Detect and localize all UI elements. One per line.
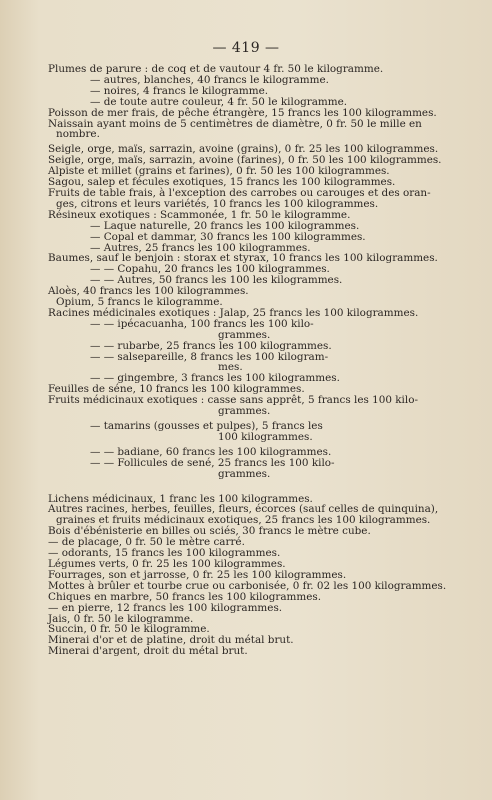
text-line: Seigle, orge, maïs, sarrazin, avoine (grains), 0 fr. 25 les 100 kilogrammes. (48, 143, 439, 156)
text-line: Résineux exotiques : Scammonée, 1 fr. 50 le kilogramme. (48, 208, 351, 221)
text-line: Mottes à brûler et tourbe crue ou carbonisée, 0 fr. 02 les 100 kilogrammes. (48, 579, 447, 592)
text-line: Baumes, sauf le benjoin : storax et styrax, 10 francs les 100 kilogrammes. (48, 252, 438, 265)
text-line: — noires, 4 francs le kilogramme. (90, 84, 269, 97)
text-line: Minerai d'or et de platine, droit du métal brut. (48, 634, 294, 647)
text-line: nombre. (56, 128, 100, 141)
text-line: grammes. (218, 467, 271, 480)
text-line: — — gingembre, 3 francs les 100 kilogrammes. (90, 372, 340, 385)
text-line: Aloès, 40 francs les 100 kilogrammes. (48, 285, 249, 298)
text-line: — Copal et dammar, 30 francs les 100 kilogrammes. (90, 230, 366, 243)
text-line: Poisson de mer frais, de pêche étrangère, 15 francs les 100 kilogrammes. (48, 106, 437, 119)
text-line: Fourrages, son et jarrosse, 0 fr. 25 les 100 kilogrammes. (48, 568, 347, 581)
text-line: — en pierre, 12 francs les 100 kilogrammes. (48, 601, 283, 614)
text-line: Opium, 5 francs le kilogramme. (56, 296, 223, 309)
text-line: mes. (218, 361, 243, 374)
text-line: Lichens médicinaux, 1 franc les 100 kilogrammes. (48, 492, 313, 505)
text-line: Sagou, salep et fécules exotiques, 15 francs les 100 kilogrammes. (48, 176, 396, 189)
text-line: — — salsepareille, 8 francs les 100 kilogram- (90, 350, 329, 363)
text-line: Minerai d'argent, droit du métal brut. (48, 645, 248, 658)
text-line: Naissain ayant moins de 5 centimètres de diamètre, 0 fr. 50 le mille en (48, 117, 422, 130)
text-line: — — ipécacuanha, 100 francs les 100 kilo- (90, 317, 314, 330)
text-line: Autres racines, herbes, feuilles, fleurs, écorces (sauf celles de quinquina), (48, 503, 439, 516)
text-line: Seigle, orge, maïs, sarrazin, avoine (farines), 0 fr. 50 les 100 kilogrammes. (48, 154, 442, 167)
text-line: — autres, blanches, 40 francs le kilogramme. (90, 73, 329, 86)
text-line: Jais, 0 fr. 50 le kilogramme. (48, 612, 194, 625)
text-line: graines et fruits médicinaux exotiques, 25 francs les 100 kilogrammes. (56, 514, 431, 527)
text-line: Racines médicinales exotiques : Jalap, 25 francs les 100 kilogrammes. (48, 306, 419, 319)
text-line: Fruits médicinaux exotiques : casse sans apprêt, 5 francs les 100 kilo- (48, 394, 418, 407)
text-line: — tamarins (gousses et pulpes), 5 francs les (90, 420, 323, 432)
text-line: — Laque naturelle, 20 francs les 100 kilogrammes. (90, 219, 360, 232)
text-line: — Autres, 25 francs les 100 kilogrammes. (90, 241, 311, 254)
text-line: — de placage, 0 fr. 50 le mètre carré. (48, 536, 245, 549)
text-line: Plumes de parure : de coq et de vautour 4 fr. 50 le kilogramme. (48, 63, 384, 75)
text-line: ges, citrons et leurs variétés, 10 francs les 100 kilogrammes. (56, 197, 379, 210)
tariff-text-block (48, 64, 468, 657)
text-line: — — badiane, 60 francs les 100 kilogrammes. (90, 445, 332, 458)
text-line: — de toute autre couleur, 4 fr. 50 le kilogramme. (90, 95, 348, 108)
text-line: Chiques en marbre, 50 francs les 100 kilogrammes. (48, 590, 322, 603)
text-line: Fruits de table frais, à l'exception des carrobes ou carouges et des oran- (48, 186, 431, 199)
text-line: Feuilles de séne, 10 francs les 100 kilogrammes. (48, 383, 305, 396)
page-number: — 419 — (212, 40, 280, 56)
text-line: Bois d'ébénisterie en billes ou sciés, 30 francs le mètre cube. (48, 525, 371, 538)
text-line: — — Follicules de sené, 25 francs les 100 kilo- (90, 456, 335, 469)
text-line: grammes. (218, 328, 271, 341)
text-line: 100 kilogrammes. (218, 430, 313, 443)
text-line: Alpiste et millet (grains et farines), 0 fr. 50 les 100 kilogrammes. (48, 165, 390, 178)
spacer (48, 480, 468, 494)
text-line: — — Copahu, 20 francs les 100 kilogrammes. (90, 263, 330, 276)
text-line: — — rubarbe, 25 francs les 100 kilogrammes. (90, 339, 332, 352)
text-line: — — Autres, 50 francs les 100 les kilogrammes. (90, 274, 343, 287)
text-line: Succin, 0 fr. 50 le kilogramme. (48, 623, 210, 636)
text-line: Légumes verts, 0 fr. 25 les 100 kilogrammes. (48, 557, 286, 570)
text-line: — odorants, 15 francs les 100 kilogrammes. (48, 547, 281, 560)
text-line: grammes. (218, 405, 271, 418)
